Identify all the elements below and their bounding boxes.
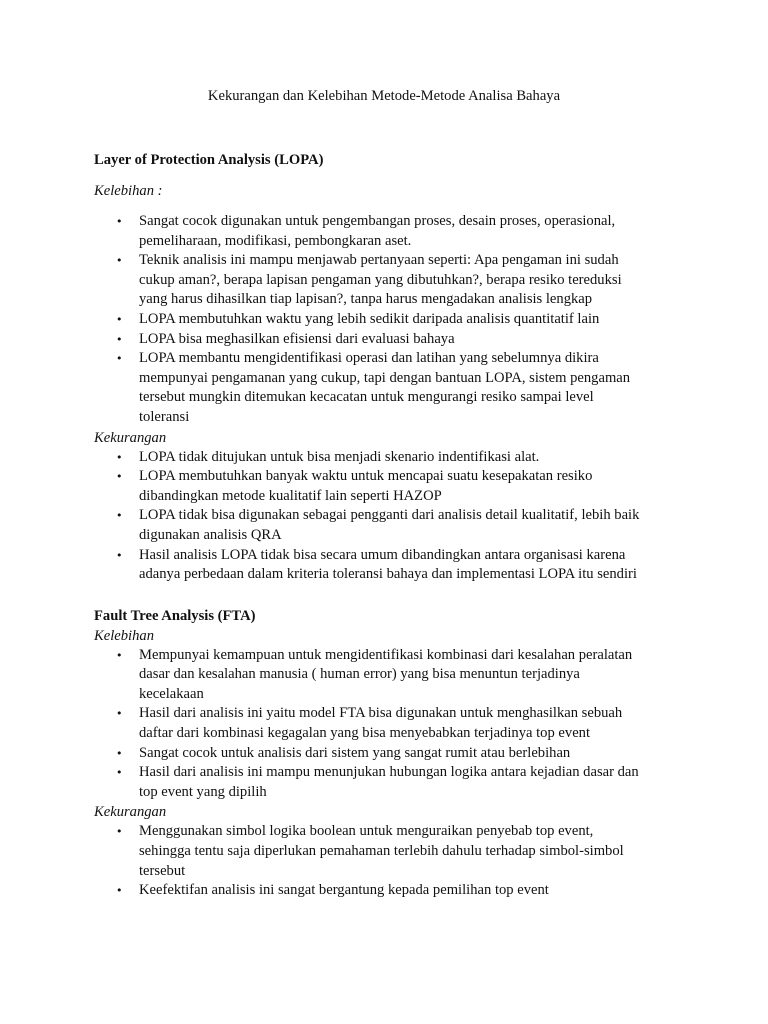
list-item: • LOPA bisa meghasilkan efisiensi dari evaluasi bahaya [94, 330, 674, 350]
bullet-icon: • [116, 312, 123, 326]
list-item: • Hasil dari analisis ini mampu menunjukan hubungan logika antara kejadian dasar dan top event yang dipilih [116, 764, 639, 800]
list-item: • Hasil dari analisis ini yaitu model FTA bisa digunakan untuk menghasilkan sebuah daftar dari kombinasi kegagalan yang bisa menyebabkan terjadinya top event [116, 705, 623, 742]
list-item: • Sangat cocok digunakan untuk pengembangan proses, desain proses, operasional, pemeliharaan, modifikasi, pembongkaran aset. [116, 213, 616, 249]
fta-kekurangan-label: Kekurangan [94, 804, 167, 821]
list-item: • Keefektifan analisis ini sangat bergantung kepada pemilihan top event [94, 881, 674, 901]
fta-kelebihan-label: Kelebihan [94, 627, 154, 644]
bullet-icon: • [116, 884, 123, 898]
list-item: • LOPA membutuhkan waktu yang lebih sedikit daripada analisis quantitatif lain [94, 310, 674, 330]
list-item: • Mempunyai kemampuan untuk mengidentifikasi kombinasi dari kesalahan peralatan dasar dan kesalahan manusia ( human error) yang bisa menuntun terjadinya kecelakaan [116, 646, 633, 702]
bullet-icon: • [116, 509, 123, 523]
bullet-icon: • [116, 746, 123, 760]
section-heading-fta: Fault Tree Analysis (FTA) [94, 607, 256, 624]
section-heading-lopa: Layer of Protection Analysis (LOPA) [94, 152, 324, 168]
bullet-icon: • [116, 352, 123, 366]
bullet-icon: • [116, 648, 123, 662]
bullet-icon: • [116, 548, 123, 562]
lopa-kelebihan-label: Kelebihan : [94, 183, 163, 199]
fta-kelebihan-list [94, 646, 674, 803]
list-item: • LOPA membantu mengidentifikasi operasi dan latihan yang sebelumnya dikira mempunyai pengamanan yang cukup, tapi dengan bantuan LOPA, sistem pengaman tersebut mungkin ditemukan kecacatan untuk mengurangi resiko sampai level toleransi [116, 350, 631, 425]
bullet-icon: • [116, 825, 123, 839]
document-body [94, 150, 674, 901]
fta-kekurangan-list [94, 822, 674, 900]
list-item: • Sangat cocok untuk analisis dari sistem yang sangat rumit atau berlebihan [94, 744, 674, 764]
document-title: Kekurangan dan Kelebihan Metode-Metode Analisa Bahaya [207, 88, 561, 104]
bullet-icon: • [116, 450, 123, 464]
list-item: • Teknik analisis ini mampu menjawab pertanyaan seperti: Apa pengaman ini sudah cukup aman?, berapa lapisan pengaman yang dibutuhkan?, berapa resiko tereduksi yang harus dihasilkan tiap lapisan?, tanpa harus mengadakan analisis lengkap [116, 252, 622, 308]
lopa-kekurangan-list [94, 448, 674, 585]
list-item: • LOPA tidak bisa digunakan sebagai pengganti dari analisis detail kualitatif, lebih baik digunakan analisis QRA [116, 507, 640, 543]
bullet-icon: • [116, 332, 123, 346]
bullet-icon: • [116, 254, 123, 268]
list-item: • LOPA membutuhkan banyak waktu untuk mencapai suatu kesepakatan resiko dibandingkan metode kualitatif lain seperti HAZOP [116, 468, 593, 504]
list-item: • LOPA tidak ditujukan untuk bisa menjadi skenario indentifikasi alat. [94, 448, 674, 468]
bullet-icon: • [116, 707, 123, 721]
bullet-icon: • [116, 470, 123, 484]
lopa-kekurangan-label: Kekurangan [94, 429, 167, 446]
list-item: • Menggunakan simbol logika boolean untuk menguraikan penyebab top event, sehingga tentu saja diperlukan pemahaman terlebih dahulu terhadap simbol-simbol tersebut [116, 823, 624, 879]
list-item: • Hasil analisis LOPA tidak bisa secara umum dibandingkan antara organisasi karena adanya perbedaan dalam kriteria toleransi bahaya dan implementasi LOPA itu sendiri [116, 546, 637, 583]
bullet-icon: • [116, 215, 123, 228]
lopa-kelebihan-list [94, 212, 674, 428]
bullet-icon: • [116, 766, 123, 780]
